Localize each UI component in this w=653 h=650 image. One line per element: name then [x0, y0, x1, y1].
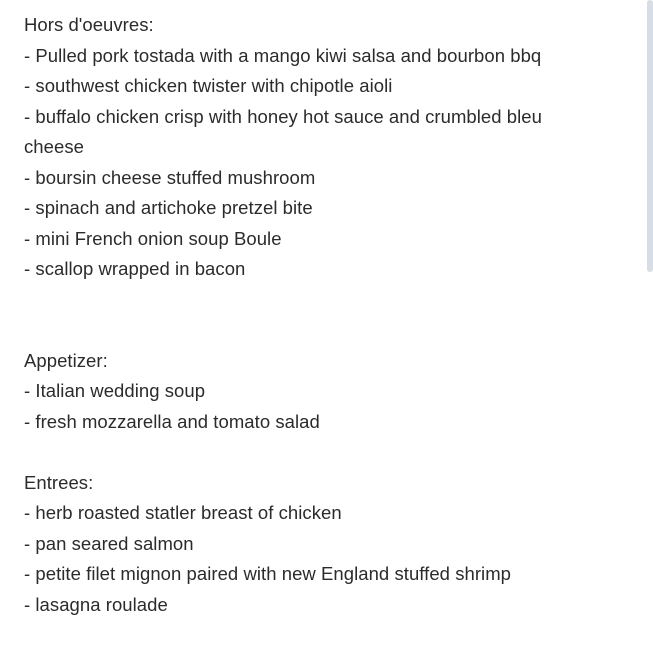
- appetizer-heading: Appetizer:: [24, 349, 108, 371]
- hors-doeuvres-item: - mini French onion soup Boule: [24, 227, 282, 249]
- entrees-item: - herb roasted statler breast of chicken: [24, 502, 342, 523]
- hors-doeuvres-item: - buffalo chicken crisp with honey hot sauce and crumbled bleu cheese: [24, 105, 542, 157]
- hors-doeuvres-item: - Pulled pork tostada with a mango kiwi salsa and bourbon bbq: [24, 44, 542, 66]
- hors-doeuvres-item: - boursin cheese stuffed mushroom: [24, 166, 316, 188]
- hors-doeuvres-item: - scallop wrapped in bacon: [24, 258, 246, 279]
- menu-text: [24, 10, 604, 620]
- section-spacer: [24, 285, 604, 346]
- entrees-heading: Entrees:: [24, 471, 94, 493]
- entrees-item: - pan seared salmon: [24, 532, 194, 554]
- scrollbar-thumb[interactable]: [647, 0, 653, 272]
- appetizer-item: - fresh mozzarella and tomato salad: [24, 410, 320, 432]
- hors-doeuvres-item: - spinach and artichoke pretzel bite: [24, 197, 313, 218]
- appetizer-item: - Italian wedding soup: [24, 380, 206, 401]
- entrees-item: - petite filet mignon paired with new England stuffed shrimp: [24, 563, 512, 584]
- hors-doeuvres-heading: Hors d'oeuvres:: [24, 14, 154, 35]
- hors-doeuvres-item: - southwest chicken twister with chipotle aioli: [24, 75, 393, 96]
- entrees-item: - lasagna roulade: [24, 593, 168, 615]
- section-spacer: [24, 437, 604, 468]
- vertical-scrollbar[interactable]: [645, 0, 653, 650]
